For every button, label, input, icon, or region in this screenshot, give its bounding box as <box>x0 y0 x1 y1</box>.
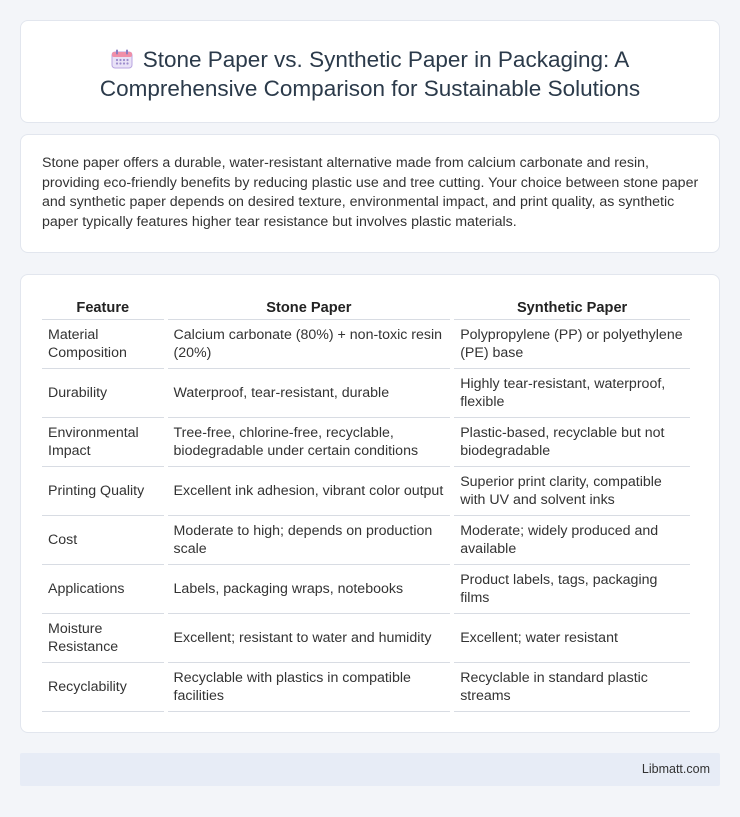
synthetic-paper-cell: Recyclable in standard plastic streams <box>454 663 690 712</box>
feature-cell: Recyclability <box>42 663 164 712</box>
feature-cell: Material Composition <box>42 320 164 369</box>
stone-paper-cell: Labels, packaging wraps, notebooks <box>168 565 451 614</box>
table-row <box>42 516 690 565</box>
synthetic-paper-cell: Product labels, tags, packaging films <box>454 565 690 614</box>
stone-paper-cell: Moderate to high; depends on production scale <box>168 516 451 565</box>
table-row <box>42 369 690 418</box>
synthetic-paper-cell: Moderate; widely produced and available <box>454 516 690 565</box>
synthetic-paper-cell: Excellent; water resistant <box>454 614 690 663</box>
synthetic-paper-cell: Plastic-based, recyclable but not biodegradable <box>454 418 690 467</box>
stone-paper-cell: Tree-free, chlorine-free, recyclable, biodegradable under certain conditions <box>168 418 451 467</box>
page-title-text: Stone Paper vs. Synthetic Paper in Packaging: A Comprehensive Comparison for Sustainable Solutions <box>99 47 641 101</box>
header-stone-paper: Stone Paper <box>168 295 451 320</box>
stone-paper-cell: Waterproof, tear-resistant, durable <box>168 369 451 418</box>
page-title <box>41 45 699 103</box>
header-feature: Feature <box>42 295 164 320</box>
synthetic-paper-cell: Highly tear-resistant, waterproof, flexible <box>454 369 690 418</box>
table-row <box>42 663 690 712</box>
header-synthetic-paper: Synthetic Paper <box>454 295 690 320</box>
table-header-row <box>42 295 690 320</box>
comparison-table <box>38 295 694 712</box>
table-row <box>42 565 690 614</box>
stone-paper-cell: Calcium carbonate (80%) + non-toxic resin (20%) <box>168 320 451 369</box>
footer-bar <box>20 753 720 786</box>
comparison-card <box>20 274 720 733</box>
synthetic-paper-cell: Superior print clarity, compatible with UV and solvent inks <box>454 467 690 516</box>
feature-cell: Applications <box>42 565 164 614</box>
table-row <box>42 467 690 516</box>
title-card <box>20 20 720 123</box>
calendar-icon <box>111 49 133 69</box>
stone-paper-cell: Excellent; resistant to water and humidity <box>168 614 451 663</box>
table-row <box>42 614 690 663</box>
feature-cell: Durability <box>42 369 164 418</box>
stone-paper-cell: Recyclable with plastics in compatible facilities <box>168 663 451 712</box>
feature-cell: Cost <box>42 516 164 565</box>
stone-paper-cell: Excellent ink adhesion, vibrant color output <box>168 467 451 516</box>
feature-cell: Moisture Resistance <box>42 614 164 663</box>
synthetic-paper-cell: Polypropylene (PP) or polyethylene (PE) base <box>454 320 690 369</box>
intro-card <box>20 134 720 253</box>
table-row <box>42 320 690 369</box>
intro-paragraph: Stone paper offers a durable, water-resistant alternative made from calcium carbonate and resin, providing eco-friendly benefits by reducing plastic use and tree cutting. Your choice between stone paper and synthetic paper depends on desired texture, environmental impact, and print quality, as synthetic paper typically features higher tear resistance but involves plastic materials. <box>42 155 699 230</box>
feature-cell: Environmental Impact <box>42 418 164 467</box>
footer-brand-link[interactable]: Libmatt.com <box>641 762 710 776</box>
table-row <box>42 418 690 467</box>
feature-cell: Printing Quality <box>42 467 164 516</box>
